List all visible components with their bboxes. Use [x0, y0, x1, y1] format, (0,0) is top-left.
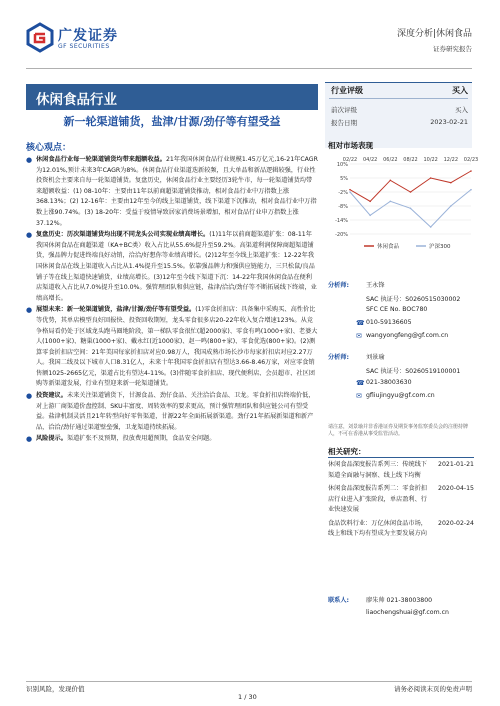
legend-label: 休闲食品	[377, 244, 400, 250]
report-date-value: 2023-02-21	[430, 118, 468, 126]
contact-label: 联系人:	[328, 597, 350, 604]
rating-divider	[329, 98, 468, 99]
data-point	[369, 201, 371, 203]
paragraph-text: (1)零食折扣店：具备集中采购买、高性价比等优势，其单店模型良好回报快、投资回收期短，龙头零食很多店20-22年收入复合增速123%。从竞争格局看仍处于区域龙头跑马圈地阶段，第一梯队零食很忙(超2000家)、零食有鸣(1000+家)、老婆大人(1000+家)、糖巢(1000+家)、戴永红(近1000家)、赵一鸣(800+家)、零食优选(800+家)。(2)测算零食折扣店空间：21年美国每家折扣店对应0.98万人，我国成熟市场长沙市每家折扣店对应2.27万人。我国二线及以下城市人口8.31亿人，未来十年我国零食折扣店有望达3.66-8.46万家，对应零食销售额1025-2665亿元，渠道占比有望达4-11%。(3)伴随零食折扣店、现代便利店、会员超市、社区团购等新渠道发展，行业有望迎来新一轮渠道铺货。	[36, 306, 318, 388]
contact-email[interactable]: liaochengshuai@gf.com.cn	[366, 609, 449, 616]
bullet-icon: ●	[26, 392, 33, 401]
x-tick-label: 10/22	[423, 157, 438, 163]
data-point	[430, 177, 432, 179]
gf-logo-icon	[26, 22, 54, 52]
contact-name: 廖朱帅 021-38003800	[366, 597, 433, 604]
analyst-email[interactable]: wangyongfeng@gf.com.cn	[366, 332, 449, 339]
analyst-phone: 021-38003630	[366, 379, 412, 386]
report-type: 证券研究报告	[433, 45, 472, 53]
data-point	[470, 189, 472, 191]
phone-icon: ☎	[356, 319, 365, 327]
analyst-row	[328, 280, 385, 289]
legend-label: 沪深300	[429, 244, 451, 250]
phone-icon: ☎	[356, 379, 365, 387]
analyst-sfc: SFC CE No. BOC780	[366, 306, 428, 313]
related-item-date: 2021-01-21	[438, 461, 474, 468]
bullet-icon: ●	[26, 231, 33, 240]
page-number: 1 / 30	[238, 693, 257, 701]
x-tick-label: 02/23	[463, 157, 479, 163]
email-icon: ✉	[356, 392, 362, 400]
related-item-date: 2020-04-15	[438, 485, 474, 492]
paragraph-text: 渠道扩张不及预期，投放费用超预期，食品安全问题。	[66, 435, 216, 443]
data-point	[410, 191, 412, 193]
contact-row	[328, 595, 433, 604]
data-point	[349, 189, 351, 191]
related-research-title: 相关研究：	[328, 447, 366, 456]
bullet-icon: ●	[26, 306, 33, 315]
y-tick-label: -2%	[338, 190, 348, 196]
paragraph-lead: 复盘历史：历次渠道铺货均出现不同龙头公司实现业绩高增长。	[36, 231, 210, 239]
bullet-icon: ●	[26, 435, 33, 444]
analyst-name: 刘景瑜	[366, 354, 385, 361]
related-item-title[interactable]: 食品饮料行业：万亿休闲食品市场，线上和线下均有望成为主要发展方向	[328, 519, 427, 537]
data-point	[369, 215, 371, 217]
analyst-phone: 010-59136605	[366, 319, 412, 326]
relative-performance-chart	[328, 152, 479, 254]
contact-note: 请注意，刘景瑜并非香港证券及期货事务监察委员会的注册持牌人，不可在香港从事受监管活动。	[328, 424, 469, 437]
data-point	[450, 205, 452, 207]
brand-name: 广发证券	[58, 28, 118, 44]
paragraph-text: (1)11年以前商超渠道扩张：08-11年我国休闲食品在商超渠道（KA+BC类）收入占比从55.6%提升至59.2%。高渠道利润保障商超渠道铺货，强品牌力促进终端良好动销，洽洽/好想你等业绩高增长。(2)12年至今线上渠道扩张：12-22年我国休闲食品在线上渠道收入占比从1.4%提升至15.5%。依靠强品牌力和强供应链能力，三只松鼠/良品铺子等在线上渠道快速铺货，业绩高增长。(3)12年至今线下渠道下沉：14-22年我国休闲食品在便利店渠道收入占比从7.0%提升至10.0%。强管理团队和供应链，盐津/洽洽/劲仔等不断拓展线下终端，业绩高增长。	[36, 231, 317, 302]
report-category: 深度分析|休闲食品	[396, 29, 472, 39]
report-headline: 新一轮渠道铺货，盐津/甘源/劲仔等有望受益	[63, 115, 281, 128]
related-item-title[interactable]: 休闲食品深度报告系列三：传统线下渠道全面融与洞察、线上线下均衡	[328, 461, 427, 479]
core-view-body	[26, 155, 318, 446]
analyst-row	[328, 352, 385, 361]
chart-title: 相对市场表现	[328, 141, 373, 150]
data-point	[390, 201, 392, 203]
rating-value: 买入	[452, 86, 468, 95]
x-tick-label: 02/22	[342, 157, 358, 163]
email-icon: ✉	[356, 332, 362, 340]
analyst-label: 分析师:	[328, 354, 350, 361]
core-paragraph	[26, 230, 318, 304]
prev-rating-label: 前次评级	[331, 106, 357, 114]
paragraph-lead: 风险提示。	[36, 435, 67, 443]
analyst-email[interactable]: gfliujingyu@gf.com.cn	[366, 392, 435, 399]
report-header	[397, 26, 472, 53]
series-line	[350, 171, 471, 201]
footer-disclaimer: 请务必阅读末页的免责声明	[394, 685, 472, 693]
y-tick-label: -14%	[335, 218, 348, 224]
data-point	[450, 182, 452, 184]
y-tick-label: -20%	[335, 232, 348, 238]
paragraph-text: 未来关注渠道铺货下，甘源食品、劲仔食品、关注洽洽食品、卫龙。零食折扣店终端价低，对上游厂商渠道价盘控制、SKU丰富度、周转效率的要求更高，预计强管理团队和供应链公司有望受益。盐津机制灵活且21年转型向好零售渠道，甘源22年全面拓展新渠道。劲仔21年拓展新渠道和新产品，洽洽/劲仔通过渠道壁垒强，卫龙渠道持续拓展。	[36, 392, 315, 431]
chart-svg	[328, 152, 479, 254]
rating-box	[325, 82, 472, 148]
data-point	[430, 226, 432, 228]
core-view-heading: 核心观点：	[26, 143, 72, 153]
list-item[interactable]	[328, 460, 474, 481]
data-point	[349, 191, 351, 193]
bullet-icon: ●	[26, 156, 33, 164]
list-item[interactable]	[328, 484, 474, 516]
analyst-name: 王永锋	[366, 282, 385, 289]
y-tick-label: 5%	[340, 176, 348, 182]
x-tick-label: 06/22	[383, 157, 398, 163]
x-tick-label: 08/22	[403, 157, 418, 163]
footer-divider	[26, 681, 472, 682]
related-research-list	[328, 460, 474, 543]
header-divider	[26, 68, 472, 69]
brand-logo	[26, 22, 126, 70]
paragraph-lead: 休闲食品行业每一轮渠道铺货均带来超额收益。	[36, 156, 166, 163]
related-item-date: 2020-02-24	[438, 519, 474, 527]
analyst-label: 分析师:	[328, 282, 350, 289]
paragraph-lead: 展望未来：新一轮渠道铺货，盐津/甘源/劲仔等有望受益。	[36, 306, 196, 314]
related-item-title[interactable]: 休闲食品深度报告系列二：零食折扣店行业进入扩张阶段，单店盈利、行业快速发展	[328, 485, 427, 513]
x-tick-label: 04/22	[362, 157, 378, 163]
core-paragraph	[26, 434, 318, 445]
paragraph-lead: 投资建议。	[36, 392, 67, 400]
y-tick-label: -8%	[338, 204, 348, 210]
brand-name-en: GF SECURITIES	[58, 43, 110, 50]
x-tick-label: 12/22	[443, 157, 459, 163]
data-point	[390, 180, 392, 182]
industry-banner: 休闲食品行业	[26, 84, 318, 110]
list-item[interactable]	[328, 519, 474, 540]
footer-slogan: 识别风险，发现价值	[26, 685, 85, 693]
report-date-label: 报告日期	[331, 119, 357, 127]
prev-rating-value: 买入	[455, 106, 468, 114]
analyst-sac: SAC 执证号：S0260519100001	[366, 368, 461, 375]
y-tick-label: 10%	[336, 162, 348, 168]
data-point	[410, 208, 412, 210]
core-paragraph	[26, 391, 318, 433]
paragraph-text: 21年我国休闲食品行业规模1.45万亿元,16-21年CAGR为12.01%,预计未来3年CAGR为8%。休闲食品行业渠道迭新较频，且大单品和新品逻辑较强，行业性投资机会主要来自每一轮渠道铺货。复盘历史，休闲食品行业主要经历3轮牛市，每一轮渠道铺货均带来超额收益：(1) 08-10年：主要由11年以前商超渠道铺货推动，相对食品行业中万指数上涨368.13%；(2) 12-16年：主要由12年至今的线上渠道铺货，线下渠道下沉推动，相对食品行业中万指数上涨90.74%。(3) 18-20年：受益于疫情导致居家消费场景增加，相对食品行业申万指数上涨37.12%。	[36, 156, 318, 227]
data-point	[470, 170, 472, 172]
analyst-sac: SAC 执证号：S0260515030002	[366, 296, 461, 303]
core-paragraph	[26, 155, 318, 229]
related-divider	[328, 457, 474, 458]
rating-label: 行业评级	[331, 86, 363, 95]
core-paragraph	[26, 305, 318, 390]
